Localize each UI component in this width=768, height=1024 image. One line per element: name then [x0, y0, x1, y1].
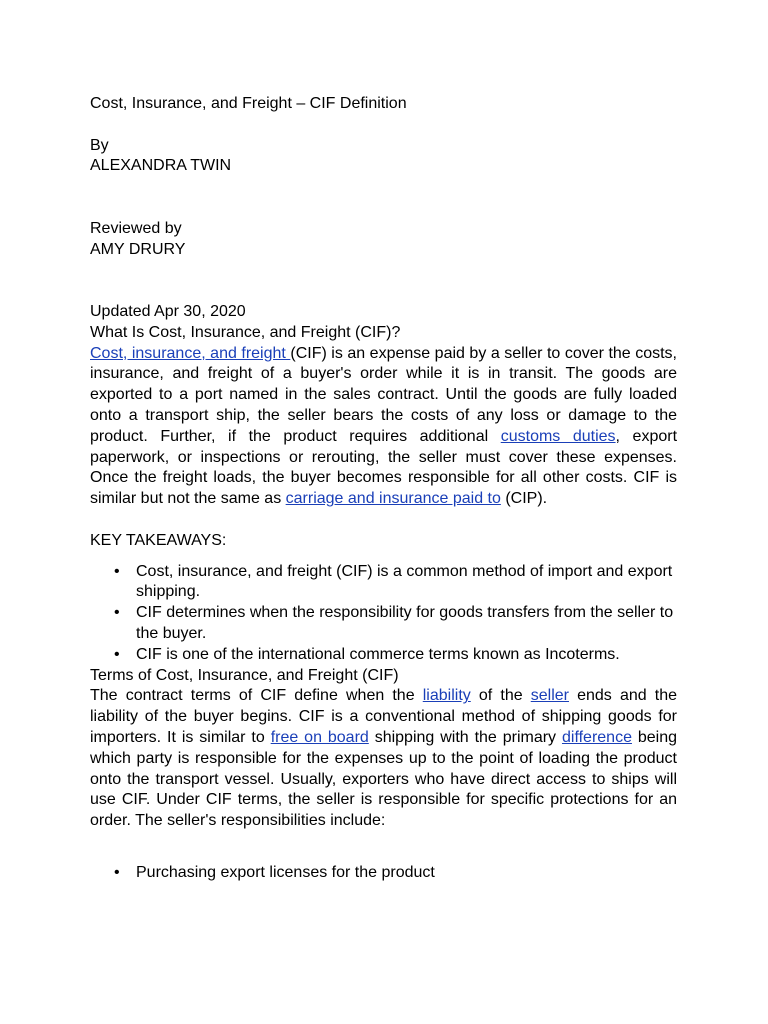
- document-body: [90, 94, 677, 883]
- link-carriage-insurance-paid[interactable]: carriage and insurance paid to: [285, 490, 501, 508]
- link-seller[interactable]: seller: [530, 687, 569, 705]
- key-takeaways-list: [90, 562, 677, 666]
- paragraph-text: (CIP).: [500, 490, 548, 508]
- key-takeaways-heading: KEY TAKEAWAYS:: [90, 531, 227, 549]
- by-label: By: [90, 136, 109, 154]
- list-item: • CIF determines when the responsibility for goods transfers from the seller to the buyer.: [136, 603, 677, 645]
- document-title: Cost, Insurance, and Freight – CIF Definition: [90, 95, 407, 112]
- list-item: • Cost, insurance, and freight (CIF) is a common method of import and export shipping.: [136, 562, 677, 604]
- section-heading-terms: Terms of Cost, Insurance, and Freight (CIF): [90, 666, 399, 684]
- author-name: ALEXANDRA TWIN: [90, 157, 232, 175]
- link-free-on-board[interactable]: free on board: [270, 728, 369, 746]
- updated-date: Updated Apr 30, 2020: [90, 302, 246, 320]
- cif-terms-paragraph: [90, 686, 677, 832]
- paragraph-text: , export paperwork, or inspections or rerouting, the seller must cover these expenses. Once the freight loads, the buyer becomes responsible for all other costs. CIF is similar but not the same as: [90, 427, 678, 508]
- section-heading-what-is-cif: What Is Cost, Insurance, and Freight (CIF)?: [90, 323, 401, 341]
- link-liability[interactable]: liability: [422, 687, 471, 705]
- list-item: • Purchasing export licenses for the product: [136, 863, 677, 884]
- cif-definition-paragraph: [90, 344, 677, 510]
- paragraph-text: of the: [470, 687, 531, 705]
- paragraph-text: (CIF) is an expense paid by a seller to cover the costs, insurance, and freight of a buyer's order while it is in transit. The goods are exported to a port named in the sales contract. Until the goods are fully loaded onto a transport ship, the seller bears the costs of any loss or damage to the product. Further, if the product requires additional: [90, 344, 677, 445]
- reviewer-name: AMY DRURY: [90, 240, 186, 258]
- paragraph-text: shipping with the primary: [368, 728, 562, 746]
- paragraph-text: ends and the liability of the buyer begins. CIF is a conventional method of shipping goods for importers. It is similar to: [90, 687, 678, 746]
- seller-responsibilities-list: [90, 863, 677, 884]
- paragraph-text: The contract terms of CIF define when the: [90, 687, 423, 705]
- link-difference[interactable]: difference: [561, 728, 632, 746]
- link-cost-insurance-freight[interactable]: Cost, insurance, and freight: [90, 344, 291, 362]
- paragraph-text: being which party is responsible for the expenses up to the point of loading the product onto the transport vessel. Usually, exporters who have direct access to ships will use CIF. Under CIF terms, the seller is responsible for specific protections for an order. The seller's responsibilities include:: [90, 728, 678, 830]
- reviewed-label: Reviewed by: [90, 219, 182, 237]
- list-item: • CIF is one of the international commerce terms known as Incoterms.: [136, 645, 677, 666]
- link-customs-duties[interactable]: customs duties: [500, 427, 616, 445]
